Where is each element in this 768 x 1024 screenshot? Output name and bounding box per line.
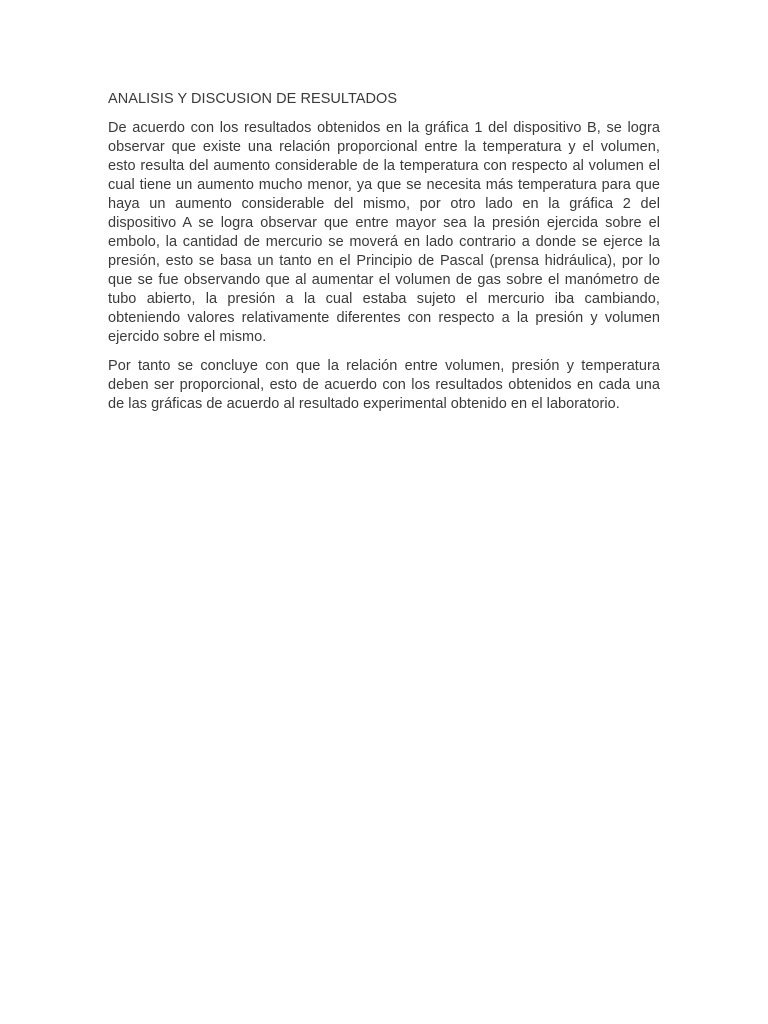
paragraph-results-analysis: De acuerdo con los resultados obtenidos en la gráfica 1 del dispositivo B, se logra observar que existe una relación proporcional entre la temperatura y el volumen, esto resulta del aumento considerable de la temperatura con respecto al volumen el cual tiene un aumento mucho menor, ya que se necesita más temperatura para que haya un aumento considerable del mismo, por otro lado en la gráfica 2 del dispositivo A se logra observar que entre mayor sea la presión ejercida sobre el embolo, la cantidad de mercurio se moverá en lado contrario a donde se ejerce la presión, esto se basa un tanto en el Principio de Pascal (prensa hidráulica), por lo que se fue observando que al aumentar el volumen de gas sobre el manómetro de tubo abierto, la presión a la cual estaba sujeto el mercurio iba cambiando, obteniendo valores relativamente diferentes con respecto a la presión y volumen ejercido sobre el mismo. bbox=[108, 120, 660, 345]
document-title: ANALISIS Y DISCUSION DE RESULTADOS bbox=[108, 91, 398, 107]
paragraph-conclusion: Por tanto se concluye con que la relación entre volumen, presión y temperatura deben ser proporcional, esto de acuerdo con los resultados obtenidos en cada una de las gráficas de acuerdo al resultado experimental obtenido en el laboratorio. bbox=[108, 358, 660, 412]
